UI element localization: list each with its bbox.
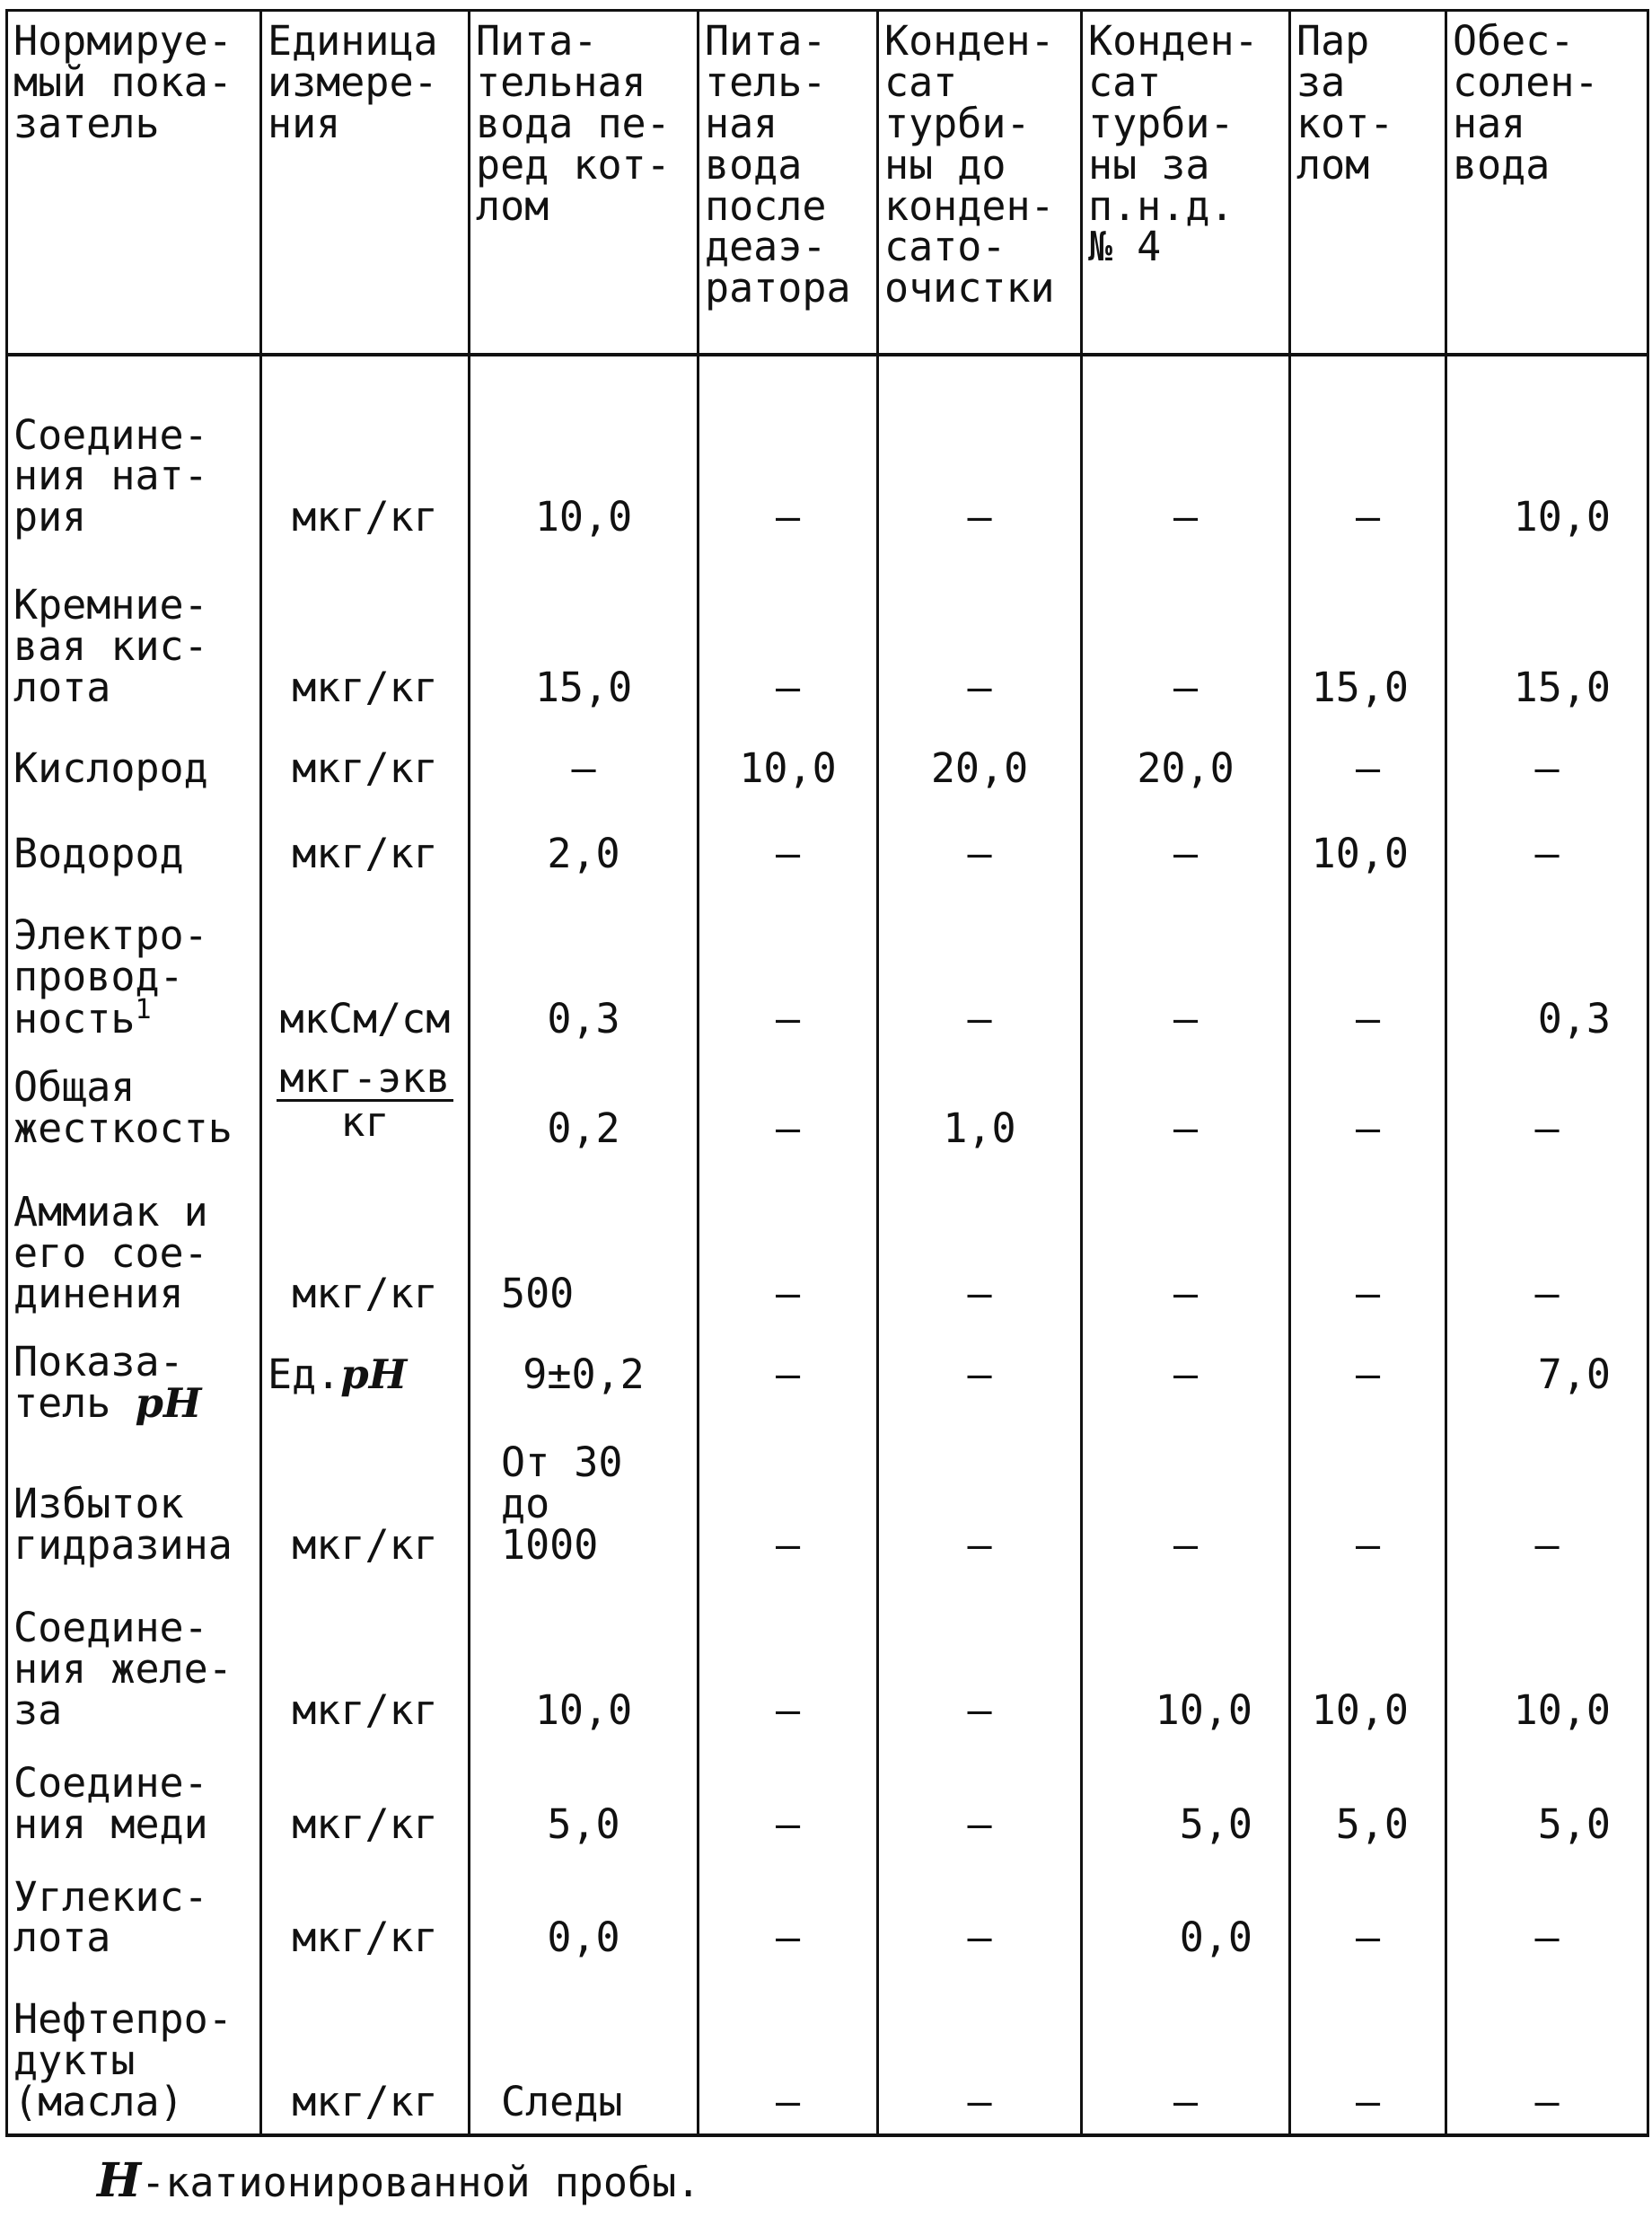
value-cell xyxy=(1082,1969,1290,2135)
value-text: 5,0 xyxy=(1335,1799,1409,1848)
unit-cell xyxy=(261,800,470,885)
table-row xyxy=(7,1435,1648,1577)
value-cell xyxy=(1082,800,1290,885)
column-header xyxy=(878,11,1082,356)
value-cell xyxy=(470,1435,699,1577)
value-text: – xyxy=(775,1520,801,1569)
parameter-name-cell xyxy=(7,1435,261,1577)
value-cell xyxy=(1082,1160,1290,1326)
unit-numerator: мкг-экв xyxy=(277,1058,454,1102)
value-text: 0,2 xyxy=(547,1104,620,1152)
parameter-name: Углекис- лота xyxy=(13,1872,208,1962)
table-row xyxy=(7,800,1648,885)
value-cell xyxy=(1082,1325,1290,1434)
table-row xyxy=(7,549,1648,719)
unit-label: мкг/кг xyxy=(292,1913,438,1962)
value-cell xyxy=(1446,1160,1648,1326)
parameter-name: Аммиак и его сое- динения xyxy=(13,1187,208,1318)
value-text: – xyxy=(1534,1270,1560,1318)
column-header-label: Пар за кот- лом xyxy=(1296,17,1394,189)
value-text: – xyxy=(775,1104,801,1152)
value-text: – xyxy=(1355,1104,1381,1152)
column-header xyxy=(7,11,261,356)
column-header-label: Пита- тельная вода пе- ред кот- лом xyxy=(476,17,671,230)
parameter-name-cell xyxy=(7,1325,261,1434)
value-text: 500 xyxy=(501,1270,575,1318)
unit-label: мкг/кг xyxy=(292,493,438,541)
value-text: 10,0 xyxy=(1513,1686,1611,1735)
value-text: 10,0 xyxy=(1311,829,1409,877)
value-text: – xyxy=(1534,829,1560,877)
value-cell xyxy=(470,355,699,549)
value-cell xyxy=(470,1742,699,1856)
unit-label: Ед. xyxy=(268,1350,341,1398)
value-text: – xyxy=(967,1686,992,1735)
value-text: 0,3 xyxy=(1537,995,1611,1043)
value-text: – xyxy=(967,664,992,712)
column-header xyxy=(1082,11,1290,356)
value-cell xyxy=(1446,885,1648,1051)
table-row xyxy=(7,1051,1648,1159)
value-cell xyxy=(470,1160,699,1326)
unit-cell xyxy=(261,1325,470,1434)
parameter-name: Соедине- ния меди xyxy=(13,1758,208,1848)
parameter-name: Соедине- ния нат- рия xyxy=(13,410,208,541)
value-text: – xyxy=(775,995,801,1043)
parameter-name: Кислород xyxy=(13,743,208,792)
value-text: – xyxy=(775,1350,801,1398)
value-cell xyxy=(1446,1325,1648,1434)
unit-label: мкг/кг xyxy=(292,1270,438,1318)
value-cell xyxy=(1290,1577,1446,1743)
value-cell xyxy=(699,885,878,1051)
table-row xyxy=(7,1969,1648,2135)
value-cell xyxy=(1290,1969,1446,2135)
table-row xyxy=(7,885,1648,1051)
value-cell xyxy=(1082,549,1290,719)
parameter-name: Избыток гидразина xyxy=(13,1479,233,1569)
parameter-name-cell xyxy=(7,1051,261,1159)
unit-cell xyxy=(261,1435,470,1577)
value-cell xyxy=(878,1160,1082,1326)
value-cell xyxy=(1446,1577,1648,1743)
unit-label: мкг/кг xyxy=(292,829,438,877)
parameter-name-cell xyxy=(7,1856,261,1970)
value-text: – xyxy=(571,743,596,792)
value-cell xyxy=(878,1325,1082,1434)
unit-cell xyxy=(261,1856,470,1970)
value-text: 5,0 xyxy=(1537,1799,1611,1848)
value-cell xyxy=(1290,719,1446,800)
value-text: – xyxy=(1173,1104,1199,1152)
value-cell xyxy=(699,1435,878,1577)
value-text: 2,0 xyxy=(547,829,620,877)
unit-label: мкг/кг xyxy=(292,664,438,712)
unit-label: мкг/кг xyxy=(292,2078,438,2126)
column-header-label: Единица измере- ния xyxy=(268,17,438,147)
value-cell xyxy=(470,1969,699,2135)
table-row xyxy=(7,719,1648,800)
value-text: – xyxy=(775,1270,801,1318)
value-cell xyxy=(878,549,1082,719)
value-text: – xyxy=(775,1799,801,1848)
parameter-name-cell xyxy=(7,800,261,885)
value-cell xyxy=(699,355,878,549)
value-cell xyxy=(1290,1160,1446,1326)
value-text: – xyxy=(967,1350,992,1398)
value-cell xyxy=(699,1856,878,1970)
value-text: – xyxy=(967,2078,992,2126)
ph-symbol: pH xyxy=(135,1378,202,1427)
value-text: – xyxy=(1534,1520,1560,1569)
value-text: – xyxy=(775,493,801,541)
value-text: – xyxy=(1173,829,1199,877)
value-cell xyxy=(878,1742,1082,1856)
value-text: – xyxy=(1355,1520,1381,1569)
unit-cell xyxy=(261,1742,470,1856)
value-cell xyxy=(1290,355,1446,549)
value-cell xyxy=(1290,549,1446,719)
value-cell xyxy=(470,1051,699,1159)
parameter-name: Общая жесткость xyxy=(13,1062,233,1152)
value-cell xyxy=(1446,1435,1648,1577)
value-text: 20,0 xyxy=(1137,743,1235,792)
value-text: 5,0 xyxy=(547,1799,620,1848)
value-cell xyxy=(470,1577,699,1743)
value-cell xyxy=(1082,1856,1290,1970)
unit-cell xyxy=(261,885,470,1051)
parameter-name-cell xyxy=(7,355,261,549)
table-row xyxy=(7,1577,1648,1743)
unit-label: мкг/кг xyxy=(292,743,438,792)
table-row xyxy=(7,355,1648,549)
column-header-label: Нормируе- мый пока- затель xyxy=(13,17,233,147)
value-text: – xyxy=(775,664,801,712)
value-text: – xyxy=(1173,995,1199,1043)
value-cell xyxy=(1082,1435,1290,1577)
value-text: – xyxy=(775,1913,801,1962)
parameter-name-cell xyxy=(7,719,261,800)
value-text: – xyxy=(1355,2078,1381,2126)
value-cell xyxy=(699,1742,878,1856)
parameter-name: Водород xyxy=(13,829,184,877)
unit-cell xyxy=(261,719,470,800)
parameter-name-cell xyxy=(7,1160,261,1326)
value-cell xyxy=(1290,1051,1446,1159)
value-text: – xyxy=(1355,743,1381,792)
value-cell xyxy=(1290,800,1446,885)
footnote xyxy=(97,2153,700,2208)
column-header-label: Обес- солен- ная вода xyxy=(1453,17,1599,189)
column-header xyxy=(699,11,878,356)
value-text: – xyxy=(1355,1270,1381,1318)
value-cell xyxy=(470,719,699,800)
value-text: – xyxy=(1355,1350,1381,1398)
value-cell xyxy=(878,1435,1082,1577)
value-cell xyxy=(699,1051,878,1159)
value-text: – xyxy=(1173,1270,1199,1318)
parameter-name: Соедине- ния желе- за xyxy=(13,1604,233,1735)
parameter-name-cell xyxy=(7,549,261,719)
value-cell xyxy=(699,719,878,800)
parameter-name: Показа- тель xyxy=(13,1337,184,1427)
column-header-label: Пита- тель- ная вода после деаэ- ратора xyxy=(705,17,851,312)
value-text: 10,0 xyxy=(1513,493,1611,541)
parameter-name: Нефтепро- дукты (масла) xyxy=(13,1995,233,2126)
parameter-name: Кремние- вая кис- лота xyxy=(13,581,208,712)
value-text: – xyxy=(967,1913,992,1962)
unit-label: мкг/кг xyxy=(292,1799,438,1848)
value-text: 0,3 xyxy=(547,995,620,1043)
footnote-marker: 1 xyxy=(135,994,152,1026)
value-text: – xyxy=(967,995,992,1043)
value-text: Следы xyxy=(501,2078,623,2126)
unit-label: мкг/кг xyxy=(292,1686,438,1735)
value-cell xyxy=(878,1577,1082,1743)
column-header xyxy=(1446,11,1648,356)
value-cell xyxy=(1446,719,1648,800)
value-text: – xyxy=(1173,493,1199,541)
value-cell xyxy=(878,800,1082,885)
value-cell xyxy=(699,1577,878,1743)
value-cell xyxy=(470,549,699,719)
value-cell xyxy=(878,885,1082,1051)
value-cell xyxy=(699,1325,878,1434)
unit-cell xyxy=(261,1969,470,2135)
unit-label: мкСм/см xyxy=(279,995,451,1043)
value-text: – xyxy=(1173,664,1199,712)
value-text: 10,0 xyxy=(1155,1686,1252,1735)
value-cell xyxy=(878,355,1082,549)
value-text: – xyxy=(1173,1520,1199,1569)
value-text: 9±0,2 xyxy=(523,1350,645,1398)
value-cell xyxy=(878,1969,1082,2135)
value-text: – xyxy=(967,1799,992,1848)
value-text: – xyxy=(1173,2078,1199,2126)
value-text: – xyxy=(1355,493,1381,541)
value-cell xyxy=(1082,1051,1290,1159)
parameter-name: Электро- провод- ность xyxy=(13,911,208,1043)
value-cell xyxy=(1290,1742,1446,1856)
parameter-name-cell xyxy=(7,885,261,1051)
column-header xyxy=(1290,11,1446,356)
value-cell xyxy=(470,800,699,885)
value-text: – xyxy=(967,829,992,877)
value-cell xyxy=(1446,1856,1648,1970)
value-cell xyxy=(1082,719,1290,800)
value-cell xyxy=(878,719,1082,800)
value-cell xyxy=(699,800,878,885)
value-cell xyxy=(1446,355,1648,549)
footnote-symbol: H xyxy=(97,2153,142,2208)
value-text: 15,0 xyxy=(1311,664,1409,712)
value-cell xyxy=(1290,885,1446,1051)
unit-cell xyxy=(261,355,470,549)
unit-cell xyxy=(261,549,470,719)
value-cell xyxy=(1290,1325,1446,1434)
value-text: – xyxy=(1534,743,1560,792)
value-text: – xyxy=(967,1270,992,1318)
value-text: 7,0 xyxy=(1537,1350,1611,1398)
value-cell xyxy=(1290,1435,1446,1577)
value-cell xyxy=(1446,800,1648,885)
value-text: 1,0 xyxy=(943,1104,1016,1152)
column-header xyxy=(470,11,699,356)
column-header xyxy=(261,11,470,356)
value-cell xyxy=(699,1160,878,1326)
value-text: – xyxy=(775,1686,801,1735)
unit-cell xyxy=(261,1160,470,1326)
value-cell xyxy=(1082,885,1290,1051)
unit-fraction xyxy=(277,1053,454,1146)
table-header-row xyxy=(7,11,1648,356)
footnote-text: -катионированной пробы. xyxy=(141,2159,701,2206)
value-text: – xyxy=(967,1520,992,1569)
value-cell xyxy=(878,1051,1082,1159)
value-text: 10,0 xyxy=(1311,1686,1409,1735)
value-cell xyxy=(1446,1051,1648,1159)
table-row xyxy=(7,1325,1648,1434)
value-cell xyxy=(699,549,878,719)
value-cell xyxy=(1082,355,1290,549)
value-cell xyxy=(1082,1577,1290,1743)
value-text: – xyxy=(1355,995,1381,1043)
value-cell xyxy=(1290,1856,1446,1970)
value-text: 10,0 xyxy=(739,743,837,792)
value-text: 20,0 xyxy=(930,743,1029,792)
value-cell xyxy=(1082,1742,1290,1856)
value-text: – xyxy=(1355,1913,1381,1962)
value-text: От 30 до 1000 xyxy=(501,1438,623,1569)
unit-label: мкг/кг xyxy=(292,1520,438,1569)
column-header-label: Конден- сат турби- ны до конден- сато- очистки xyxy=(884,17,1055,312)
table-row xyxy=(7,1742,1648,1856)
parameter-name-cell xyxy=(7,1577,261,1743)
value-cell xyxy=(1446,549,1648,719)
value-cell xyxy=(878,1856,1082,1970)
column-header-label: Конден- сат турби- ны за п.н.д. № 4 xyxy=(1088,17,1259,271)
value-text: 0,0 xyxy=(1179,1913,1252,1962)
value-text: 0,0 xyxy=(547,1913,620,1962)
value-text: 5,0 xyxy=(1179,1799,1252,1848)
value-text: – xyxy=(775,829,801,877)
value-text: 10,0 xyxy=(534,1686,633,1735)
value-cell xyxy=(1446,1969,1648,2135)
table-body xyxy=(7,355,1648,2135)
table-row xyxy=(7,1856,1648,1970)
parameter-name-cell xyxy=(7,1969,261,2135)
value-cell xyxy=(699,1969,878,2135)
value-text: – xyxy=(775,2078,801,2126)
ph-symbol: pH xyxy=(340,1350,408,1398)
unit-cell xyxy=(261,1051,470,1159)
unit-denominator: кг xyxy=(340,1097,390,1146)
value-text: 10,0 xyxy=(534,493,633,541)
value-text: – xyxy=(1534,1104,1560,1152)
water-quality-norms-table xyxy=(5,9,1649,2137)
parameter-name-cell xyxy=(7,1742,261,1856)
table-row xyxy=(7,1160,1648,1326)
value-text: – xyxy=(1173,1350,1199,1398)
unit-cell xyxy=(261,1577,470,1743)
value-cell xyxy=(470,1856,699,1970)
value-cell xyxy=(470,1325,699,1434)
value-cell xyxy=(1446,1742,1648,1856)
value-text: 15,0 xyxy=(1513,664,1611,712)
value-text: – xyxy=(1534,1913,1560,1962)
value-text: – xyxy=(1534,2078,1560,2126)
value-text: – xyxy=(967,493,992,541)
value-text: 15,0 xyxy=(534,664,633,712)
value-cell xyxy=(470,885,699,1051)
